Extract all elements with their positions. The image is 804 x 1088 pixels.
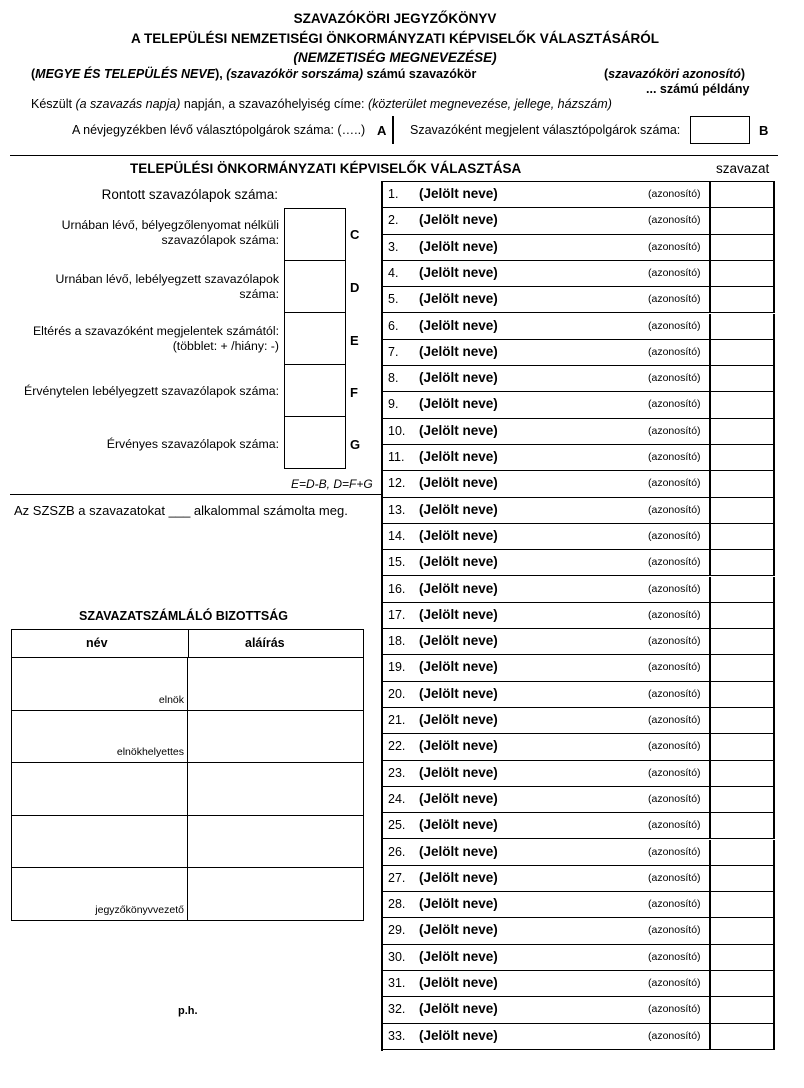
candidate-id: (azonosító) [648, 214, 701, 227]
col-signature-header: aláírás [245, 636, 285, 650]
candidate-id: (azonosító) [648, 950, 701, 963]
candidate-id: (azonosító) [648, 924, 701, 937]
vote-date-field: (a szavazás napja) [75, 97, 181, 111]
candidate-id: (azonosító) [648, 635, 701, 648]
candidate-row [383, 655, 775, 681]
candidate-name: (Jelölt neve) [419, 869, 498, 885]
candidate-id: (azonosító) [648, 424, 701, 437]
vote-count-cell[interactable] [709, 629, 775, 654]
candidate-id: (azonosító) [648, 819, 701, 832]
candidate-row [383, 392, 775, 418]
candidate-row [383, 761, 775, 787]
made-line: Készült (a szavazás napja) napján, a szavazóhelyiség címe: (közterület megnevezése, jellege, házszám) [31, 97, 612, 111]
candidate-row [383, 419, 775, 445]
vote-count-cell[interactable] [709, 471, 775, 496]
candidate-row [383, 208, 775, 234]
candidate-row [383, 603, 775, 629]
vote-count-cell[interactable] [709, 366, 775, 391]
role-label: elnökhelyettes [116, 746, 184, 758]
c-label: Urnában lévő, bélyegzőlenyomat nélküli szavazólapok száma: [61, 218, 279, 247]
candidate-row [383, 787, 775, 813]
candidate-name: (Jelölt neve) [419, 396, 498, 412]
g-label: Érvényes szavazólapok száma: [106, 437, 279, 451]
candidate-name: (Jelölt neve) [419, 922, 498, 938]
candidate-row [383, 366, 775, 392]
letter-e: E [350, 333, 359, 348]
candidate-id: (azonosító) [648, 293, 701, 306]
vote-count-cell[interactable] [709, 840, 775, 865]
vote-count-cell[interactable] [709, 971, 775, 996]
committee-row[interactable] [12, 762, 363, 815]
candidate-name: (Jelölt neve) [419, 580, 498, 596]
letter-a: A [377, 123, 387, 138]
candidate-number: 23. [388, 765, 406, 780]
vote-count-cell[interactable] [709, 287, 775, 312]
district-id-field: szavazóköri azonosító [608, 67, 741, 81]
vote-count-cell[interactable] [709, 734, 775, 759]
candidate-number: 31. [388, 976, 406, 990]
vote-count-cell[interactable] [709, 708, 775, 733]
candidate-id: (azonosító) [648, 714, 701, 726]
candidate-name: (Jelölt neve) [419, 370, 498, 386]
vote-count-cell[interactable] [709, 603, 775, 628]
letter-b: B [759, 123, 769, 138]
candidate-name: (Jelölt neve) [419, 896, 498, 912]
candidate-row [383, 892, 775, 918]
candidate-number: 16. [388, 581, 406, 596]
candidate-number: 5. [388, 292, 399, 307]
committee-title: SZAVAZATSZÁMLÁLÓ BIZOTTSÁG [79, 609, 289, 623]
vote-count-cell[interactable] [709, 182, 775, 207]
committee-row[interactable] [12, 867, 363, 920]
candidate-id: (azonosító) [648, 792, 701, 805]
candidate-number: 29. [388, 923, 406, 938]
vote-count-cell[interactable] [709, 208, 775, 233]
candidate-name: (Jelölt neve) [419, 1027, 498, 1043]
candidate-name: (Jelölt neve) [419, 712, 498, 727]
horizontal-rule [10, 494, 383, 495]
candidate-name: (Jelölt neve) [419, 790, 498, 806]
formula-note: E=D-B, D=F+G [291, 477, 373, 491]
candidate-number: 6. [388, 318, 399, 333]
candidate-id: (azonosító) [648, 503, 701, 516]
candidate-row [383, 840, 775, 866]
candidate-name: (Jelölt neve) [419, 948, 498, 964]
candidate-name: (Jelölt neve) [419, 975, 498, 990]
candidate-number: 32. [388, 1002, 406, 1017]
candidate-row [383, 498, 775, 524]
g-input-box[interactable] [284, 416, 346, 469]
candidate-number: 28. [388, 897, 406, 912]
vote-count-cell[interactable] [709, 945, 775, 970]
committee-row[interactable] [12, 657, 363, 710]
vote-count-cell[interactable] [709, 235, 775, 260]
horizontal-rule [10, 155, 778, 156]
role-label: jegyzőkönyvvezető [95, 903, 184, 916]
f-label: Érvénytelen lebélyegzett szavazólapok száma: [24, 384, 279, 398]
c-input-box[interactable] [284, 208, 346, 261]
document-title: SZAVAZÓKÖRI JEGYZŐKÖNYV [293, 11, 497, 26]
district-number-field: (szavazókör sorszáma) [226, 67, 364, 81]
candidate-number: 20. [388, 686, 406, 701]
vote-count-cell[interactable] [709, 1024, 775, 1049]
candidate-number: 33. [388, 1028, 406, 1043]
f-input-box[interactable] [284, 364, 346, 417]
candidate-id: (azonosító) [648, 266, 701, 279]
candidate-row [383, 1024, 775, 1050]
vote-count-cell[interactable] [709, 340, 775, 365]
letter-d: D [350, 280, 360, 295]
candidate-name: (Jelölt neve) [419, 817, 498, 833]
candidate-name: (Jelölt neve) [419, 843, 498, 859]
candidate-name: (Jelölt neve) [419, 738, 498, 754]
candidate-row [383, 524, 775, 550]
candidate-name: (Jelölt neve) [419, 633, 498, 649]
candidate-number: 10. [388, 423, 406, 438]
candidate-number: 21. [388, 713, 406, 727]
candidate-number: 7. [388, 344, 399, 359]
candidate-name: (Jelölt neve) [419, 212, 498, 228]
candidate-row [383, 235, 775, 261]
candidate-number: 13. [388, 502, 406, 517]
candidate-row [383, 445, 775, 471]
vote-count-cell[interactable] [709, 392, 775, 417]
vote-count-cell[interactable] [709, 892, 775, 917]
copy-number: ... számú példány [646, 82, 750, 96]
letter-g: G [350, 437, 361, 452]
candidate-number: 27. [388, 870, 406, 885]
e-label: Eltérés a szavazóként megjelentek számától: (többlet: + /hiány: -) [32, 324, 279, 353]
candidate-id: (azonosító) [648, 1003, 701, 1016]
d-label: Urnában lévő, lebélyegzett szavazólapok száma: [55, 272, 279, 301]
vote-count-cell[interactable] [709, 550, 775, 575]
registry-b-label: Szavazóként megjelent választópolgárok száma: [410, 123, 681, 137]
candidate-row [383, 287, 775, 313]
candidate-id: (azonosító) [648, 608, 701, 621]
col-name-header: név [86, 636, 108, 650]
candidate-number: 25. [388, 818, 406, 833]
vote-count-cell[interactable] [709, 419, 775, 444]
candidate-id: (azonosító) [648, 687, 701, 700]
candidate-name: (Jelölt neve) [419, 501, 498, 517]
candidate-name: (Jelölt neve) [419, 685, 498, 701]
candidate-name: (Jelölt neve) [419, 554, 498, 570]
candidate-id: (azonosító) [648, 319, 701, 332]
candidate-id: (azonosító) [648, 372, 701, 385]
candidate-id: (azonosító) [648, 1029, 701, 1042]
letter-c: C [350, 227, 360, 242]
vote-count-cell[interactable] [709, 445, 775, 470]
candidate-number: 4. [388, 265, 399, 280]
candidate-row [383, 945, 775, 971]
vote-count-cell[interactable] [709, 498, 775, 523]
candidate-row [383, 866, 775, 892]
candidate-row [383, 340, 775, 366]
candidate-number: 8. [388, 371, 399, 386]
vote-count-cell[interactable] [709, 918, 775, 943]
candidate-name: (Jelölt neve) [419, 186, 498, 201]
candidate-id: (azonosító) [648, 661, 701, 674]
candidate-number: 24. [388, 791, 406, 806]
divider [392, 116, 394, 144]
candidate-number: 2. [388, 213, 399, 228]
candidate-name: (Jelölt neve) [419, 764, 498, 780]
candidate-number: 3. [388, 239, 399, 254]
vote-count-cell[interactable] [709, 577, 775, 602]
candidate-row [383, 918, 775, 944]
candidate-number: 1. [388, 187, 399, 201]
vote-count-cell[interactable] [709, 813, 775, 838]
seal-mark: p.h. [178, 1005, 198, 1017]
candidate-id: (azonosító) [648, 740, 701, 753]
candidate-row [383, 629, 775, 655]
candidate-number: 9. [388, 397, 399, 412]
candidate-name: (Jelölt neve) [419, 317, 498, 333]
vote-count-cell[interactable] [709, 787, 775, 812]
address-field: (közterület megnevezése, jellege, házszám) [368, 97, 612, 111]
votes-header: szavazat [716, 161, 770, 176]
candidate-row [383, 813, 775, 839]
candidate-id: (azonosító) [648, 845, 701, 858]
candidate-row [383, 577, 775, 603]
county-line: (MEGYE ÉS TELEPÜLÉS NEVE), (szavazókör sorszáma) számú szavazókör [31, 67, 477, 81]
spoiled-ballots-label: Rontott szavazólapok száma: [101, 187, 278, 202]
candidate-number: 19. [388, 660, 406, 675]
candidate-row [383, 550, 775, 576]
candidate-id: (azonosító) [648, 240, 701, 253]
candidate-number: 30. [388, 949, 406, 964]
candidate-number: 18. [388, 634, 406, 649]
committee-row[interactable] [12, 710, 363, 763]
candidate-id: (azonosító) [648, 451, 701, 463]
registry-a-label: A névjegyzékben lévő választópolgárok száma: (…..) [72, 123, 366, 137]
candidate-number: 17. [388, 607, 406, 622]
county-field: MEGYE ÉS TELEPÜLÉS NEVE [35, 67, 216, 81]
candidate-row [383, 471, 775, 497]
candidate-id: (azonosító) [648, 977, 701, 989]
nationality-name: (NEMZETISÉG MEGNEVEZÉSE) [293, 50, 497, 65]
candidate-name: (Jelölt neve) [419, 343, 498, 359]
candidate-id: (azonosító) [648, 398, 701, 411]
candidate-name: (Jelölt neve) [419, 606, 498, 622]
candidate-id: (azonosító) [648, 556, 701, 569]
candidate-name: (Jelölt neve) [419, 1001, 498, 1017]
candidate-row [383, 182, 775, 208]
candidate-id: (azonosító) [648, 898, 701, 911]
candidate-row [383, 314, 775, 340]
candidate-id: (azonosító) [648, 529, 701, 542]
district-id-line: (szavazóköri azonosító) [604, 67, 746, 81]
candidate-row [383, 971, 775, 997]
candidate-id: (azonosító) [648, 345, 701, 358]
committee-row[interactable] [12, 815, 363, 868]
candidate-row [383, 997, 775, 1023]
candidate-number: 26. [388, 844, 406, 859]
committee-table [11, 629, 364, 921]
candidate-number: 14. [388, 528, 406, 543]
section-title: TELEPÜLÉSI ÖNKORMÁNYZATI KÉPVISELŐK VÁLASZTÁSA [130, 161, 522, 176]
candidate-id: (azonosító) [648, 871, 701, 884]
candidate-row [383, 261, 775, 287]
vote-count-cell[interactable] [709, 761, 775, 786]
vote-count-cell[interactable] [709, 524, 775, 549]
candidate-name: (Jelölt neve) [419, 659, 498, 675]
letter-f: F [350, 385, 358, 400]
candidate-number: 22. [388, 739, 406, 754]
d-input-box[interactable] [284, 260, 346, 313]
vote-count-cell[interactable] [709, 997, 775, 1022]
candidate-name: (Jelölt neve) [419, 449, 498, 464]
candidate-name: (Jelölt neve) [419, 291, 498, 307]
candidate-number: 12. [388, 476, 406, 491]
candidate-row [383, 734, 775, 760]
role-label: elnök [158, 693, 184, 706]
vote-count-cell[interactable] [709, 261, 775, 286]
candidate-name: (Jelölt neve) [419, 422, 498, 438]
candidate-name: (Jelölt neve) [419, 527, 498, 543]
candidate-number: 11. [388, 450, 405, 464]
candidate-name: (Jelölt neve) [419, 475, 498, 491]
candidate-id: (azonosító) [648, 766, 701, 779]
e-input-box[interactable] [284, 312, 346, 365]
count-note: Az SZSZB a szavazatokat ___ alkalommal számolta meg. [14, 503, 348, 518]
b-input-box[interactable] [690, 116, 750, 144]
document-subtitle: A TELEPÜLÉSI NEMZETISÉGI ÖNKORMÁNYZATI KÉPVISELŐK VÁLASZTÁSÁRÓL [130, 31, 660, 46]
committee-header [12, 630, 363, 657]
vote-count-cell[interactable] [709, 866, 775, 891]
candidate-row [383, 708, 775, 734]
candidate-id: (azonosító) [648, 188, 701, 200]
candidate-id: (azonosító) [648, 477, 701, 490]
candidate-name: (Jelölt neve) [419, 264, 498, 280]
candidate-row [383, 682, 775, 708]
candidate-name: (Jelölt neve) [419, 238, 498, 254]
candidate-number: 15. [388, 555, 406, 570]
vote-count-cell[interactable] [709, 314, 775, 339]
vote-count-cell[interactable] [709, 655, 775, 680]
candidate-id: (azonosító) [648, 582, 701, 595]
vote-count-cell[interactable] [709, 682, 775, 707]
